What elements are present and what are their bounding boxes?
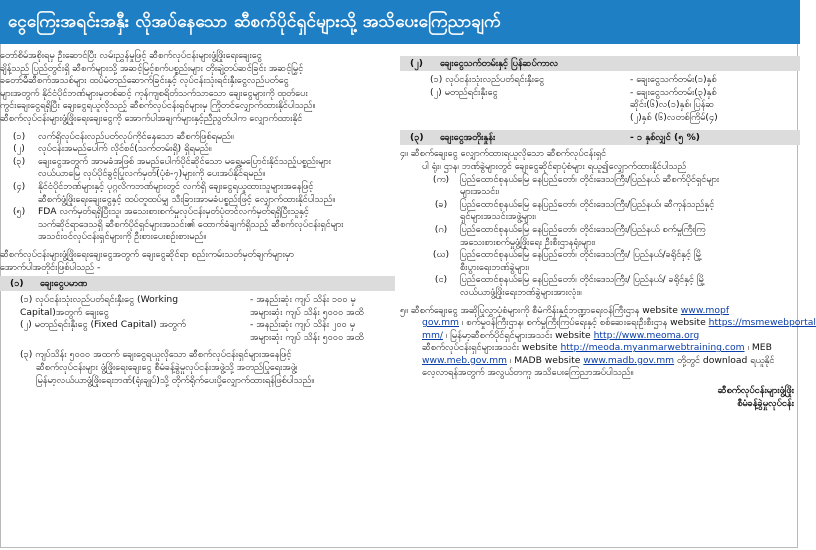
- intro-line: များအတွက် နိုင်ငံပိုင်ဘဏ်များမှတစ်ဆင့် ကုန်ကျစရိတ်သက်သာသော ချေးငွေများကို ထုတ်ပေး: [0, 87, 308, 99]
- para5-line: gov.mm ၊ စက်မှုဝန်ကြီးဌာန၊ စက်မှုကြီးကြပ်ရေးနှင့် စစ်ဆေးရေးဦးစီးဌာန website https://msmewebportal: [422, 317, 816, 329]
- meoda-link[interactable]: http://meoda.myanmarwebtraining.com: [560, 342, 745, 354]
- notice-title: ငွေကြေးအရင်းအနှီး လိုအပ်နေသော ဆီစက်ပိုင်ရှင်များသို့ အသိပေးကြေညာချက်: [0, 0, 800, 44]
- terms-intro: အောက်ပါအတိုင်းဖြစ်ပါသည် -: [0, 261, 101, 273]
- office-item: (ဃ) ပြည်ထောင်စုနယ်မြေ နေပြည်တော်၊ တိုင်းဒေသကြီး/ ပြည်နယ်/ခရိုင်နှင့် မြို့: [432, 249, 703, 261]
- intro-line: ချိန့်သည် ပြည်တွင်းရှိ ဆီစက်များသို့ အဆင့်မြင့်စက်ပစ္စည်းများ တိုးချဲ့တပ်ဆင်ခြင်း အဆင့်မြှင့်: [0, 62, 304, 74]
- intro-line: တော်စိမ်အစိုးရမှ ဦးဆောင်ပြီး လမ်းညွှန်မှုဖြင့် ဆီစက်လုပ်ငန်းများဖွံ့ဖြိုးရေးချေးငွေ: [0, 50, 262, 61]
- mopf-link[interactable]: www.mopf: [680, 304, 730, 316]
- condition-item: (၅) FDA လက်မှတ်ရရှိပြီးသူ၊ အသေးစားစက်မှုလုပ်ငန်းမှတ်ပုံတင်လက်မှတ်ရရှိပြီးသူနှင့်: [12, 206, 309, 218]
- office-item: (ဂ) ပြည်ထောင်စုနယ်မြေ နေပြည်တော်၊ တိုင်းဒေသကြီး/ပြည်နယ် စက်မှုကြီးကြ: [434, 223, 706, 235]
- term-row: (၂)နှစ် (၆)လတစ်ကြိမ်(၄): [630, 111, 718, 123]
- term-row: (၂) မတည်ရင်းနှီးငွေ - ချေးငွေသက်တမ်း(၃)နှစ်: [430, 86, 717, 98]
- para5-line: www.meb.gov.mm ၊ MADB website www.madb.gov.mm တို့တွင် download ရယူနိုင်: [422, 354, 775, 366]
- signature-line: စီမံခန့်ခွဲမှုလုပ်ငန်း: [737, 397, 794, 409]
- interest-rate-value: - ၁ နှစ်လျှင် (၅ %): [630, 132, 700, 144]
- intro-line: ကွင်းချေးငွေရရှိပြီး ချေးငွေရယူလိုသည့် ဆီစက်လုပ်ငန်းရှင်များမှ ကြိုတင်လျှောက်ထားနိုင်ပါသည်။: [0, 100, 316, 112]
- section-header-loan-amount: (၁) ချေးငွေပမာဏ: [0, 276, 395, 291]
- para5-line: mm/ ၊ မြန်မာ့ဆီစက်ပိုင်ရှင်များအသင်း website http://www.meoma.org: [422, 329, 700, 341]
- para4-line: ပါ ရုံး၊ ဌာန၊ ဘဏ်ခွဲများတွင် ချေးငွေဆိုင်ရာပုံစံများ ရယူ၍လျှောက်ထားနိုင်ပါသည်: [422, 160, 687, 172]
- madb-link[interactable]: www.madb.gov.mm: [583, 354, 675, 366]
- condition-item: (၄) နိုင်ငံပိုင်ဘဏ်များနှင့် ပုဂ္ဂလိကဘဏ်များတွင် လက်ရှိ ချေးငွေရယူထားသူများအနေဖြင့်: [12, 180, 314, 192]
- amount-row: (၁) လုပ်ငန်းသုံးလည်ပတ်ရင်းနှီးငွေ (Working - အနည်းဆုံး ကျပ် သိန်း ၁၀၀ မှ: [20, 294, 356, 306]
- office-item: စီးပွားရေးဘဏ်ခွဲများ၊: [460, 261, 529, 273]
- para5-line: လေ့လာရန်အတွက် အလွယ်တကူ အသိပေးကြေညာအပ်ပါသည်။: [422, 367, 634, 379]
- condition-item: သက်ဆိုင်ရာဒေသရှိ ဆီစက်ပိုင်ရှင်များအသင်း၏ ထောက်ခံချက်ရှိသည့် ဆီစက်လုပ်ငန်းရှင်များ: [38, 218, 344, 230]
- amount-row: (၂) မတည်ရင်းနှီးငွေ (Fixed Capital) အတွက် - အနည်းဆုံး ကျပ် သိန်း ၂၀၀ မှ: [20, 319, 356, 331]
- note-line: မြန်မာ့လယ်ယာဖွံ့ဖြိုးရေးဘဏ်(ရုံးချုပ်)သို့ တိုက်ရိုက်ပေးပို့လျှောက်ထားရန်ဖြစ်ပါသည်။: [36, 374, 315, 386]
- amount-row: Capital)အတွက် ချေးငွေ အများဆုံး ကျပ် သိန်း ၅၀၀၀ အထိ: [20, 306, 364, 318]
- condition-item: ဆီစက်ဖွံ့ဖြိုးရေးချေးငွေနှင့် ထပ်တူထပ်မျှ သီးခြားအာမခံပစ္စည်းဖြင့် လျှောက်ထားနိုင်ပါသည်။: [38, 193, 336, 205]
- meb-link[interactable]: www.meb.gov.mm: [422, 354, 507, 366]
- term-row: ဆိုင်း(၆)လ(၁)နှစ်၊ ပြန်ဆ: [630, 99, 715, 111]
- section-header-interest-rate: (၃) ချေးငွေအတိုးနှုန်း - ၁ နှစ်လျှင် (၅ %): [400, 130, 800, 145]
- terms-intro: ဆီစက်လုပ်ငန်းများဖွံ့ဖြိုးရေးချေးငွေအတွက် ချေးငွေဆိုင်ရာ စည်းကမ်းသတ်မှတ်ချက်များမှာ: [0, 248, 294, 260]
- para4-line: ၄။ ဆီစက်ချေးငွေ လျှောက်ထားရယူလိုသော ဆီစက်လုပ်ငန်းရှင်: [400, 148, 607, 160]
- section-header-loan-term: (၂) ချေးငွေသက်တမ်းနှင့် ပြန်ဆပ်ကာလ: [400, 56, 800, 71]
- msme-link-cont[interactable]: mm/: [422, 329, 443, 341]
- office-item: များအသင်း၊: [460, 186, 500, 198]
- right-column: [400, 50, 816, 410]
- left-column: [0, 50, 395, 387]
- office-item: အသေးစားစက်မှုဖွံ့ဖြိုးရေး ဦးစီးဌာနရုံးများ၊: [460, 236, 596, 248]
- condition-item: (၃) ချေးငွေအတွက် အာမခံအဖြစ် အမည်ပေါက်ပိုင်ဆိုင်သော မရွှေ့မပြောင်းနိုင်သည့်ပစ္စည်းများ: [12, 155, 331, 167]
- office-item: (င) ပြည်ထောင်စုနယ်မြေ နေပြည်တော်၊ တိုင်းဒေသကြီး/ ပြည်နယ်/ ခရိုင်နှင့် မြို့: [434, 274, 706, 286]
- intro-line: ခတော်မီဆီစက်အသစ်များ ထပ်မံတည်ဆောက်ခြင်းနှင့် လုပ်ငန်းသုံးရင်းနှီးငွေလည်ပတ်ငွေ: [0, 75, 289, 87]
- mopf-link-cont[interactable]: gov.mm: [422, 317, 459, 329]
- amount-row: အများဆုံး ကျပ် သိန်း ၅၀၀၀ အထိ: [250, 331, 364, 343]
- condition-item: (၁) လက်ရှိလုပ်ငန်းလည်ပတ်လုပ်ကိုင်နေသော ဆီစက်ဖြစ်ရမည်။: [12, 130, 234, 142]
- note-line: (၃) ကျပ်သိန်း ၅၀၀၀ အထက် ချေးငွေရယူလိုသော ဆီစက်လုပ်ငန်းရှင်များအနေဖြင့်: [20, 349, 292, 361]
- office-item: (က) ပြည်ထောင်စုနယ်မြေ နေပြည်တော်၊ တိုင်းဒေသကြီး/ပြည်နယ် ဆီစက်ပိုင်ရှင်များ: [432, 173, 720, 185]
- intro-line: ဆီစက်လုပ်ငန်းများဖွံ့ဖြိုးရေးချေးငွေကို အောက်ပါအချက်များနှင့်ညီညွတ်ပါက လျှောက်ထားနိုင်: [0, 112, 303, 124]
- office-item: လယ်ယာဖွံ့ဖြိုးရေးဘဏ်ခွဲများအားလုံး။: [460, 286, 582, 298]
- note-line: ဆီစက်လုပ်ငန်းများ ဖွံ့ဖြိုးရေးချေးငွေ စီမံခန့်ခွဲမှုလုပ်ငန်းအဖွဲ့သို့ အတည်ပြုရေးအဖွဲ့၊: [36, 362, 298, 374]
- office-item: (ခ) ပြည်ထောင်စုနယ်မြေ နေပြည်တော်၊ တိုင်းဒေသကြီး/ပြည်နယ်၊ ဆီကုန်သည်နှင့်: [434, 198, 715, 210]
- condition-item: (၂) လုပ်ငန်းအမည်ပေါက် လိုင်စင်(သက်တမ်းရှိ) ရှိရမည်။: [13, 143, 212, 155]
- term-row: (၁) လုပ်ငန်းသုံးလည်ပတ်ရင်းနှီးငွေ - ချေးငွေသက်တမ်း(၁)နှစ်: [430, 74, 717, 85]
- office-item: ရှင်များအသင်းအဖွဲ့များ၊: [460, 211, 536, 223]
- meoma-link[interactable]: http://www.meoma.org: [593, 329, 700, 341]
- condition-item: လယ်ယာမြေ လုပ်ပိုင်ခွင့်ပြုလက်မှတ်(ပုံစံ-၇)များကို ပေးအပ်နိုင်ရမည်။: [38, 168, 266, 180]
- signature-line: ဆီစက်လုပ်ငန်းများဖွံ့ဖြိုး: [717, 385, 794, 397]
- msme-link[interactable]: https://msmewebportal: [708, 317, 816, 329]
- para5-line: ၅။ ဆီစက်ချေးငွေ အဆိုပြုလွှာပုံစံများကို စီမံကိန်းနှင့်ဘဏ္ဍာရေးဝန်ကြီးဌာန website www.mopf: [400, 304, 730, 316]
- para5-line: ဆီစက်လုပ်ငန်းရှင်များအသင်း website http://meoda.myanmarwebtraining.com ၊ MEB: [422, 342, 772, 354]
- condition-item: အသင်းဝင်လုပ်ငန်းရှင်များကို ဦးစားပေးစဉ်းစားမည်။: [38, 231, 207, 243]
